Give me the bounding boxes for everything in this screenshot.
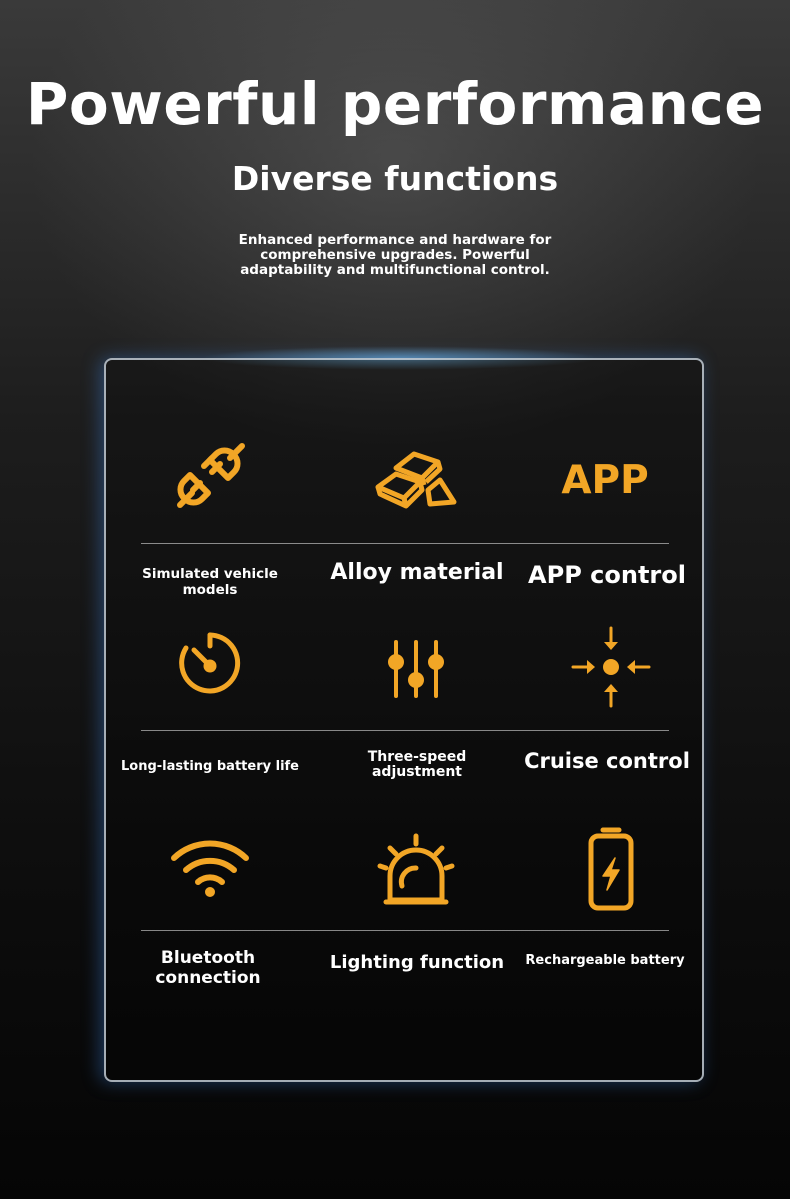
wifi-icon bbox=[160, 828, 260, 918]
feature-label-long-lasting-battery-life: Long-lasting battery life bbox=[120, 759, 299, 774]
feature-label-app-control: APP control bbox=[528, 561, 686, 589]
feature-label-cruise-control: Cruise control bbox=[524, 749, 690, 773]
timer-icon bbox=[160, 620, 260, 710]
row-divider-2 bbox=[141, 730, 669, 731]
feature-label-rechargeable-battery: Rechargeable battery bbox=[525, 953, 685, 968]
row-divider-1 bbox=[141, 543, 669, 544]
plug-icon bbox=[160, 430, 260, 520]
feature-label-bluetooth-connection: Bluetooth connection bbox=[155, 948, 261, 988]
feature-label-alloy-material: Alloy material bbox=[330, 560, 504, 585]
row-divider-3 bbox=[141, 930, 669, 931]
app-text-icon: APP bbox=[561, 458, 649, 503]
feature-label-three-speed-adjustment: Three-speed adjustment bbox=[367, 749, 467, 780]
page-title: Powerful performance bbox=[25, 70, 765, 138]
feature-label-lighting-function: Lighting function bbox=[329, 952, 505, 973]
page-description: Enhanced performance and hardware for comprehensive upgrades. Powerful adaptability and multifunctional control. bbox=[238, 232, 552, 278]
siren-light-icon bbox=[366, 828, 466, 918]
battery-charging-icon bbox=[561, 824, 661, 914]
converge-arrows-icon bbox=[561, 622, 661, 712]
gold-bars-icon bbox=[368, 432, 468, 522]
feature-label-simulated-vehicle-models: Simulated vehicle models bbox=[142, 566, 278, 598]
page-subtitle: Diverse functions bbox=[231, 159, 559, 198]
sliders-icon bbox=[366, 622, 466, 712]
